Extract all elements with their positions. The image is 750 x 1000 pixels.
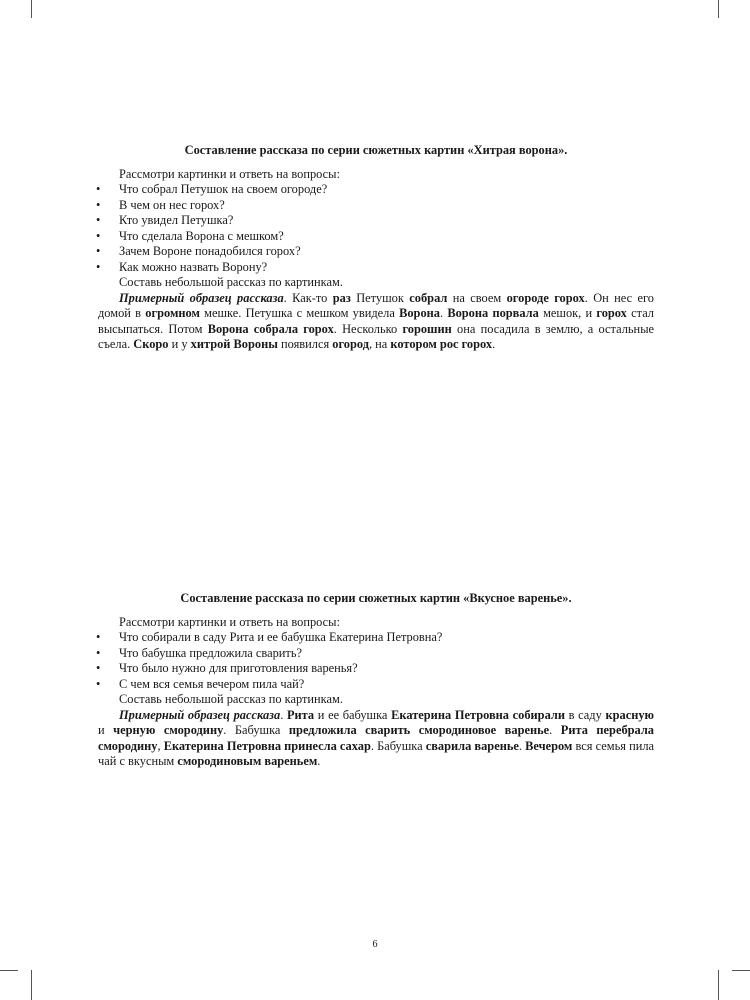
- story-run: вся семья пила чай с вкусным: [98, 738, 655, 768]
- question-item: • Как можно назвать Ворону?: [98, 260, 654, 276]
- story-run: стал высыпаться. Потом: [98, 306, 654, 336]
- question-item: • Что собрал Петушок на своем огороде?: [98, 182, 654, 198]
- story-run: мешок, и: [538, 306, 597, 320]
- question-item: • Что было нужно для приготовления варенья?: [98, 661, 654, 677]
- story-run: и: [98, 723, 114, 737]
- story-bold-run: Ворона собрала горох: [207, 321, 334, 336]
- section-tasty-jam: [98, 591, 654, 770]
- question-item: • С чем вся семья вечером пила чай?: [98, 677, 654, 693]
- story-run: на своем: [447, 290, 507, 305]
- section-title: Составление рассказа по серии сюжетных картин «Хитрая ворона».: [184, 143, 568, 157]
- story-bold-run: горошин: [402, 321, 452, 336]
- section-task: Составь небольшой рассказ по картинкам.: [119, 692, 343, 706]
- sample-label: Примерный образец рассказа: [119, 707, 281, 722]
- story-bold-run: Вечером: [525, 738, 573, 753]
- story-bold-run: собрал: [409, 290, 448, 305]
- story-bold-run: Рита: [286, 707, 315, 722]
- story-bold-run: Ворона порвала: [447, 306, 539, 320]
- page-number: 6: [372, 939, 378, 950]
- crop-mark-top-left: [31, 0, 32, 18]
- question-list: [98, 182, 654, 275]
- story-run: .: [549, 723, 561, 737]
- question-item: • Что собирали в саду Рита и ее бабушка Екатерина Петровна?: [98, 630, 654, 646]
- story-bold-run: хитрой Вороны: [190, 337, 278, 351]
- story-run: . Бабушка: [223, 723, 289, 737]
- story-bold-run: огород: [332, 337, 369, 351]
- crop-mark-top-right: [718, 0, 719, 18]
- story-run: и у: [168, 337, 191, 351]
- story-run: . Бабушка: [370, 738, 426, 753]
- story-run: в саду: [564, 707, 606, 722]
- section-title: Составление рассказа по серии сюжетных картин «Вкусное варенье».: [180, 591, 572, 605]
- question-item: • Что бабушка предложила сварить?: [98, 646, 654, 662]
- crop-mark-bottom-left-h: [0, 970, 18, 971]
- section-task: Составь небольшой рассказ по картинкам.: [119, 275, 343, 289]
- story-run: Петушок: [350, 290, 410, 305]
- story-bold-run: предложила сварить смородиновое варенье: [288, 723, 550, 737]
- story-run: и ее бабушка: [314, 707, 392, 722]
- story-bold-run: котором рос горох: [390, 337, 493, 351]
- story-bold-run: Екатерина Петровна собирали: [391, 707, 565, 722]
- story-bold-run: Ворона: [399, 306, 440, 320]
- question-item: • В чем он нес горох?: [98, 198, 654, 214]
- section-crafty-crow: [98, 143, 654, 353]
- story-bold-run: Рита перебрала смородину: [98, 723, 654, 753]
- story-run: ,: [157, 738, 164, 753]
- story-bold-run: Екатерина Петровна принесла сахар: [163, 738, 371, 753]
- story-run: , на: [368, 337, 391, 351]
- crop-mark-bottom-left: [31, 970, 32, 1000]
- section-prompt: Рассмотри картинки и ответь на вопросы:: [119, 166, 340, 181]
- sample-label: Примерный образец рассказа: [119, 290, 284, 305]
- story-run: . Несколько: [333, 321, 403, 336]
- story-run: .: [280, 707, 287, 722]
- question-item: • Зачем Вороне понадобился горох?: [98, 244, 654, 260]
- story-run: она посадила в землю, а остальные съела.: [98, 321, 655, 351]
- story-run: . Как-то: [283, 290, 333, 305]
- story-bold-run: смородиновым вареньем: [177, 754, 318, 768]
- crop-mark-bottom-right-h: [732, 970, 750, 971]
- question-list: [98, 630, 654, 692]
- story-bold-run: огромном: [145, 306, 200, 320]
- story-run: .: [439, 306, 448, 320]
- story-bold-run: сварила варенье: [425, 738, 519, 753]
- story-bold-run: Скоро: [133, 337, 169, 351]
- story-run: .: [492, 337, 496, 351]
- story-bold-run: черную смородину: [113, 723, 224, 737]
- story-run: появился: [277, 337, 333, 351]
- question-item: • Что сделала Ворона с мешком?: [98, 229, 654, 245]
- story-run: мешке. Петушка с мешком увидела: [199, 306, 400, 320]
- story-bold-run: горох: [596, 306, 627, 320]
- story-run: .: [317, 754, 321, 768]
- story-bold-run: раз: [332, 290, 351, 305]
- crop-mark-bottom-right: [718, 970, 719, 1000]
- story-bold-run: огороде горох: [506, 290, 585, 305]
- story-run: . Он нес его домой в: [98, 290, 654, 320]
- story-run: .: [518, 738, 526, 753]
- question-item: • Кто увидел Петушка?: [98, 213, 654, 229]
- story-bold-run: красную: [605, 707, 655, 722]
- section-prompt: Рассмотри картинки и ответь на вопросы:: [119, 614, 340, 629]
- sample-story: [98, 291, 654, 353]
- sample-story: [98, 708, 654, 770]
